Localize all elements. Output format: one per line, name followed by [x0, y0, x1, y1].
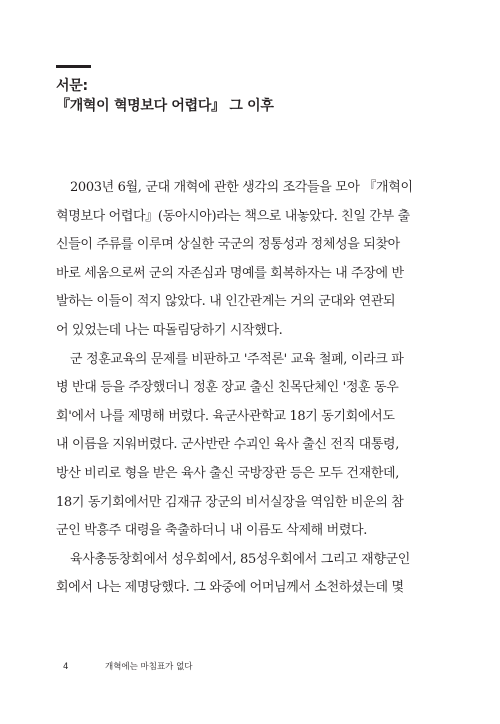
heading-rule	[56, 65, 91, 68]
text-line: 바로 세움으로써 군의 자존심과 명예를 회복하자는 내 주장에 반	[56, 265, 404, 281]
text-line: 내 이름을 지워버렸다. 군사반란 수괴인 육사 출신 전직 대통령,	[56, 437, 400, 453]
page-number: 4	[63, 662, 69, 672]
text-line: 신들이 주류를 이루며 상실한 국군의 정통성과 정체성을 되찾아	[56, 237, 400, 253]
text-line: 방산 비리로 형을 받은 육사 출신 국방장관 등은 모두 건재한데,	[56, 465, 400, 481]
page-footer	[63, 660, 193, 672]
running-title: 개혁에는 마침표가 없다	[105, 662, 193, 672]
text-line: 어 있었는데 나는 따돌림당하기 시작했다.	[56, 322, 283, 338]
heading-line-1: 서문:	[56, 78, 88, 94]
chapter-heading	[56, 76, 274, 116]
text-line: 2003년 6월, 군대 개혁에 관한 생각의 조각들을 모아 『개혁이	[70, 180, 413, 195]
text-line: 병 반대 등을 주장했더니 정훈 장교 출신 친목단체인 '정훈 동우	[56, 380, 399, 396]
text-line: 군 정훈교육의 문제를 비판하고 '주적론' 교육 철폐, 이라크 파	[70, 351, 404, 367]
text-line: 혁명보다 어렵다』(동아시아)라는 책으로 내놓았다. 친일 간부 출	[56, 208, 410, 224]
heading-line-2: 『개혁이 혁명보다 어렵다』 그 이후	[56, 98, 274, 114]
text-line: 18기 동기회에서만 김재규 장군의 비서실장을 역임한 비운의 참	[56, 494, 404, 510]
body-text	[56, 174, 454, 603]
text-line: 회'에서 나를 제명해 버렸다. 육군사관학교 18기 동기회에서도	[56, 408, 395, 424]
text-line: 군인 박흥주 대령을 축출하더니 내 이름도 삭제해 버렸다.	[56, 523, 368, 539]
text-line: 육사총동창회에서 성우회에서, 85성우회에서 그리고 재향군인	[70, 551, 410, 567]
text-line: 회에서 나는 제명당했다. 그 와중에 어머님께서 소천하셨는데 몇	[56, 580, 404, 596]
text-line: 발하는 이들이 적지 않았다. 내 인간관계는 거의 군대와 연관되	[56, 294, 396, 310]
